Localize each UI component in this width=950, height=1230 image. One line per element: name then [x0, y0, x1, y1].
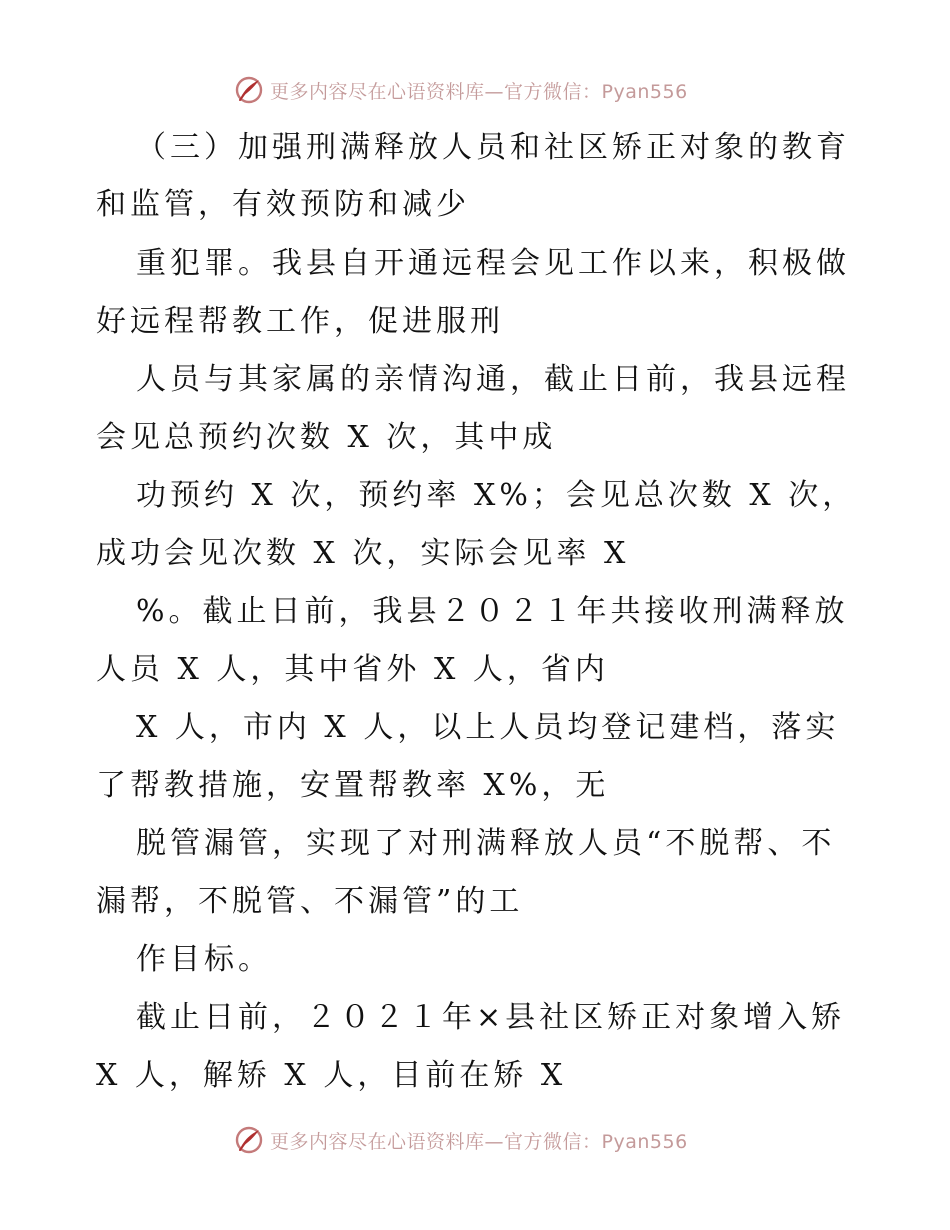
text-line: 功预约 X 次，预约率 X%；会见总次数 X 次，	[136, 478, 857, 513]
text-line: 成功会见次数 X 次，实际会见率 X	[96, 536, 630, 571]
text-line: X 人，市内 X 人，以上人员均登记建档，落实	[136, 710, 840, 745]
feather-pen-seal-icon	[234, 75, 264, 105]
text-line: 脱管漏管，实现了对刑满释放人员“不脱帮、不	[136, 826, 836, 861]
text-line: %。截止日前，我县２０２１年共接收刑满释放	[136, 594, 849, 629]
text-line: 会见总预约次数 X 次，其中成	[96, 420, 557, 455]
text-line: 好远程帮教工作，促进服刑	[96, 304, 504, 339]
text-line: 人员与其家属的亲情沟通，截止日前，我县远程	[136, 362, 850, 397]
text-line: 截止日前，２０２１年×县社区矫正对象增入矫	[136, 1000, 846, 1035]
text-line: 作目标。	[136, 942, 272, 977]
text-line: 重犯罪。我县自开通远程会见工作以来，积极做	[136, 246, 850, 281]
text-line: （三）加强刑满释放人员和社区矫正对象的教育	[136, 130, 850, 165]
watermark-text: 更多内容尽在心语资料库—官方微信：Pyan556	[270, 80, 688, 103]
watermark-text: 更多内容尽在心语资料库—官方微信：Pyan556	[270, 1130, 688, 1153]
text-line: 漏帮，不脱管、不漏管”的工	[96, 884, 524, 919]
text-line: 人员 X 人，其中省外 X 人，省内	[96, 652, 609, 687]
text-line: 和监管，有效预防和减少	[96, 187, 470, 222]
text-line: 了帮教措施，安置帮教率 X%，无	[96, 768, 610, 803]
header-watermark	[234, 72, 688, 108]
feather-pen-seal-icon	[234, 1125, 264, 1155]
footer-watermark	[234, 1122, 688, 1158]
text-line: X 人，解矫 X 人，目前在矫 X	[96, 1058, 567, 1093]
